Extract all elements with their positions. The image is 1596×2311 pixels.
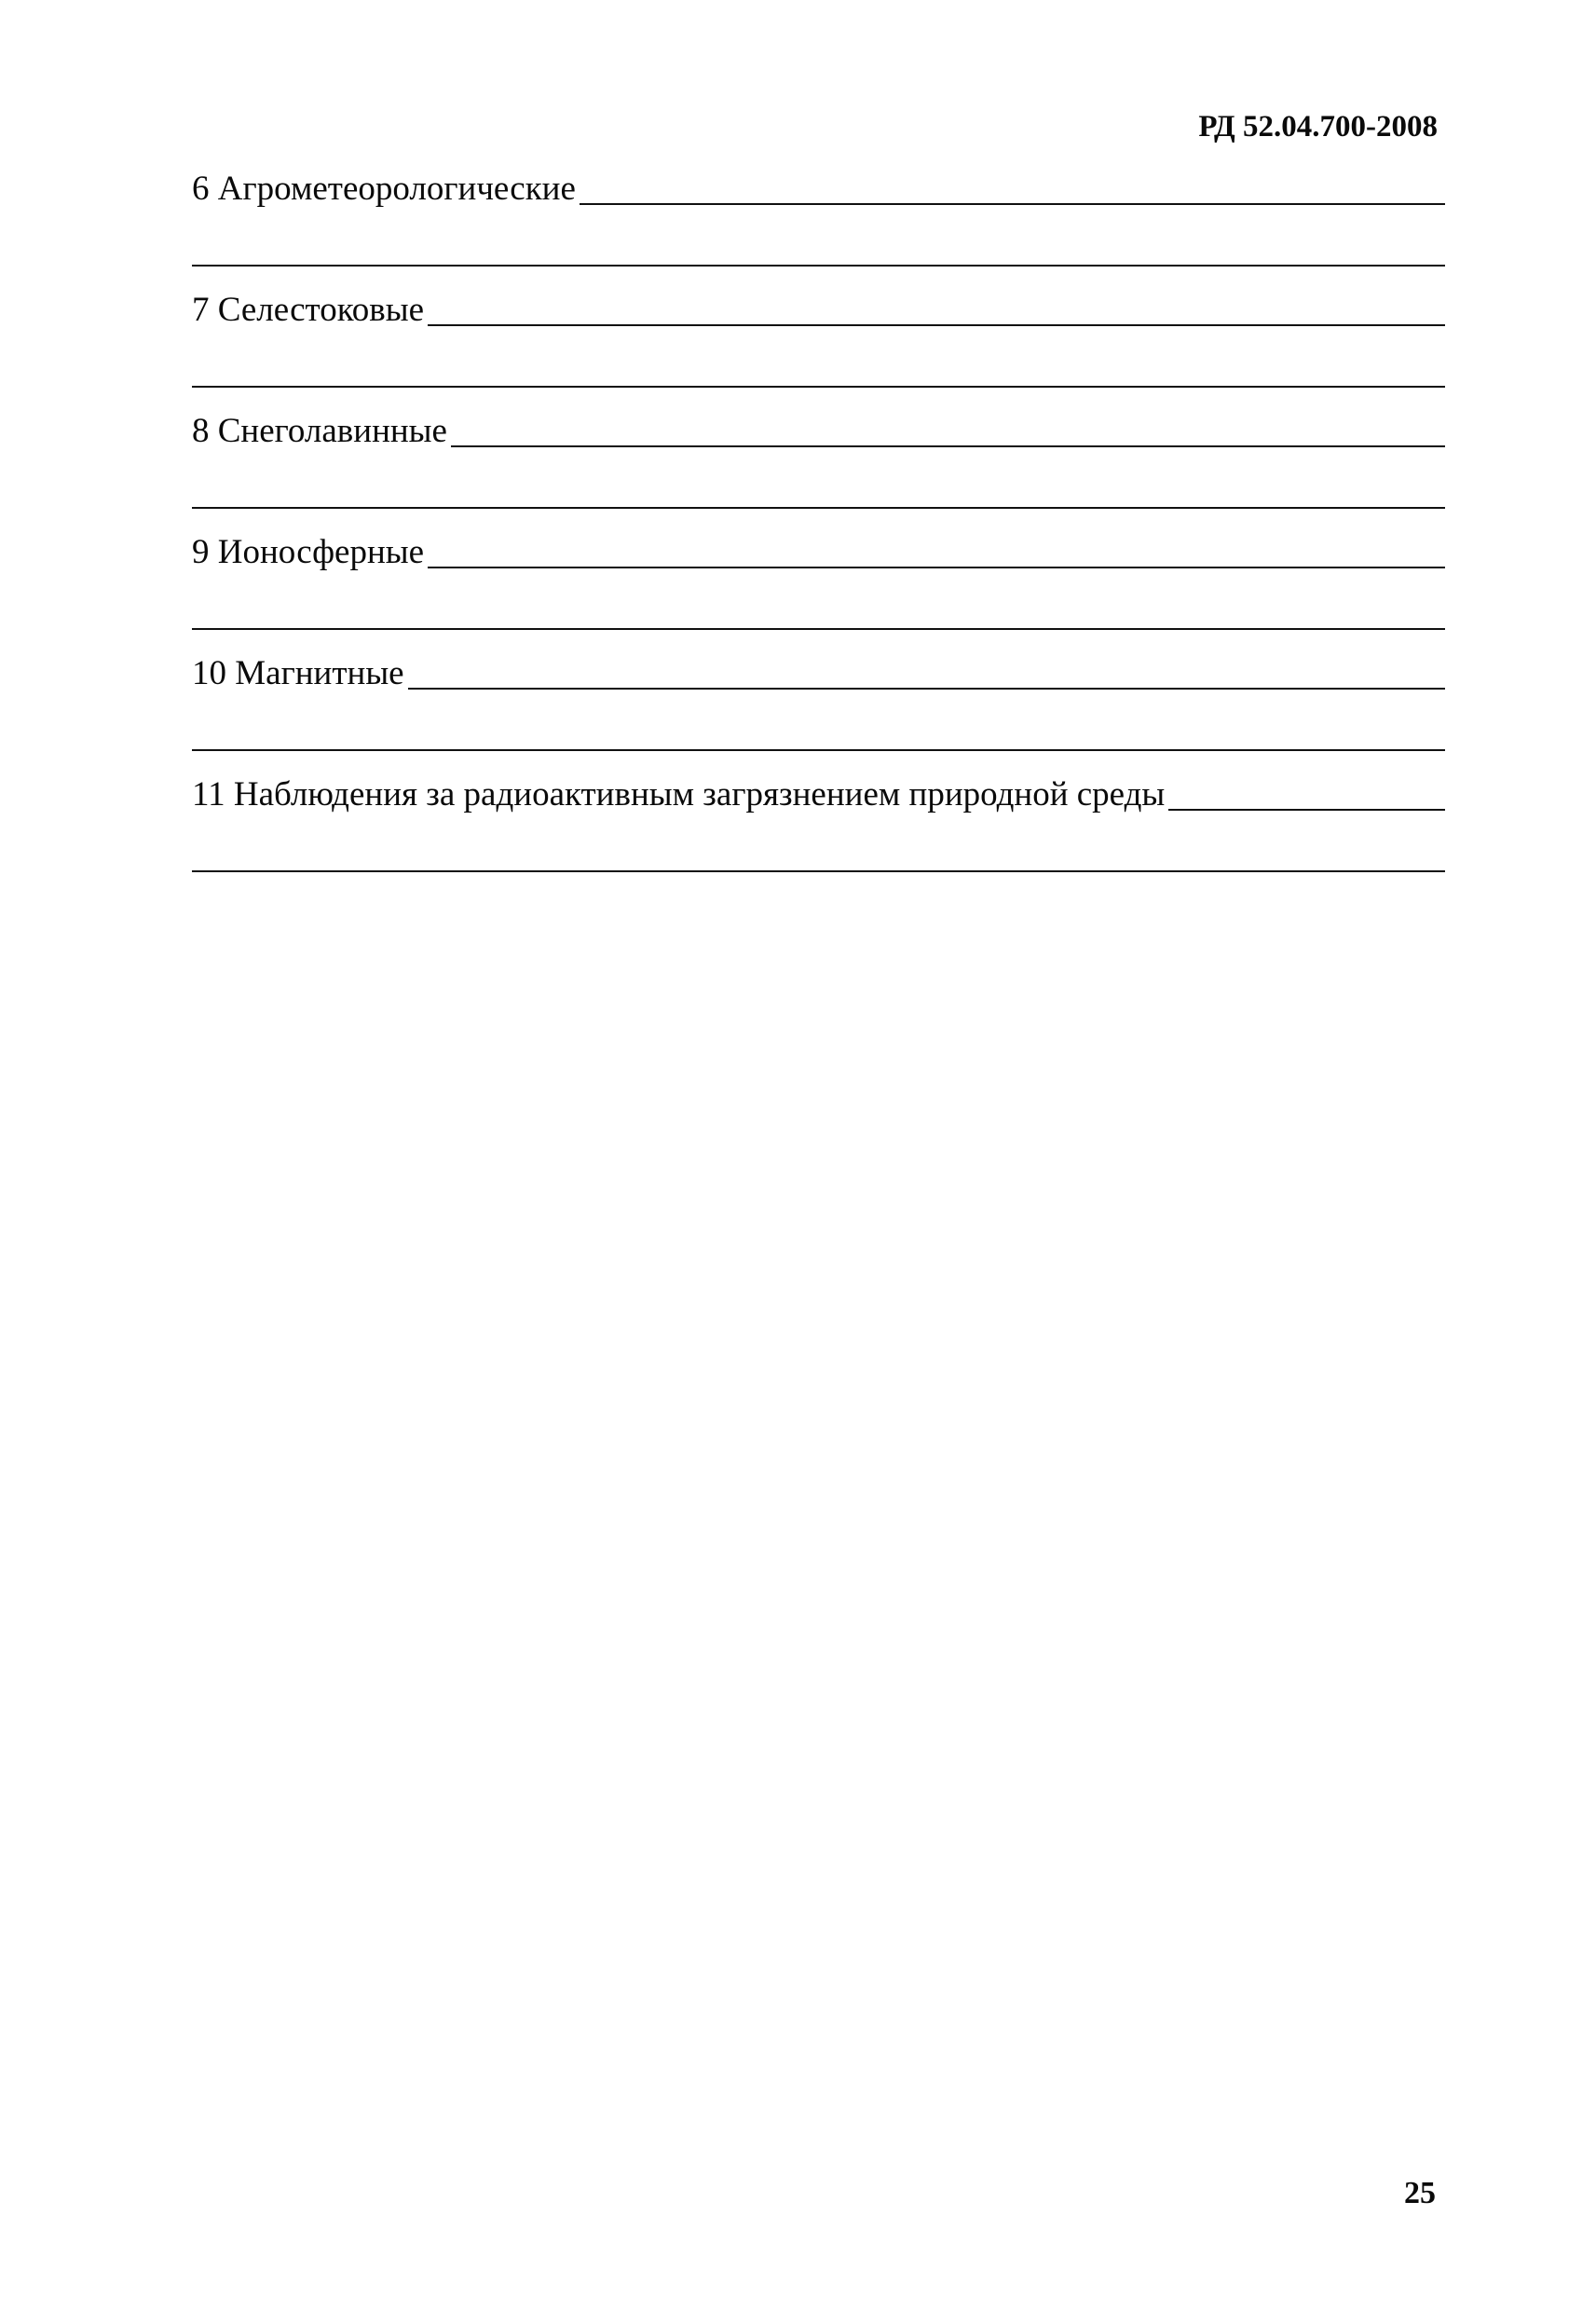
fill-in-line-second[interactable] xyxy=(192,386,1445,388)
observation-types-list xyxy=(192,163,1445,890)
fill-in-line[interactable] xyxy=(408,687,1445,690)
item-label-mudflow: 7 Селестоковые xyxy=(192,291,425,329)
fill-in-line[interactable] xyxy=(428,323,1445,326)
fill-in-line-second[interactable] xyxy=(192,265,1445,267)
list-item xyxy=(192,405,1445,526)
list-item xyxy=(192,648,1445,769)
fill-in-line[interactable] xyxy=(451,444,1445,447)
fill-in-line[interactable] xyxy=(1168,808,1445,811)
fill-in-line-second[interactable] xyxy=(192,507,1445,509)
item-label-avalanche: 8 Снеголавинные xyxy=(192,412,447,450)
fill-in-line[interactable] xyxy=(580,202,1445,205)
document-code: РД 52.04.700-2008 xyxy=(1198,110,1438,144)
list-item xyxy=(192,526,1445,648)
item-label-ionospheric: 9 Ионосферные xyxy=(192,533,425,571)
item-label-agrometeorological: 6 Агрометеорологические xyxy=(192,170,576,208)
fill-in-line[interactable] xyxy=(428,566,1445,568)
item-label-radioactive: 11 Наблюдения за радиоактивным загрязнением природной среды xyxy=(192,775,1166,814)
list-item xyxy=(192,284,1445,405)
list-item xyxy=(192,769,1445,890)
fill-in-line-second[interactable] xyxy=(192,749,1445,751)
fill-in-line-second[interactable] xyxy=(192,628,1445,630)
list-item xyxy=(192,163,1445,284)
item-label-magnetic: 10 Магнитные xyxy=(192,654,404,692)
page-number: 25 xyxy=(1404,2176,1436,2210)
fill-in-line-second[interactable] xyxy=(192,870,1445,872)
